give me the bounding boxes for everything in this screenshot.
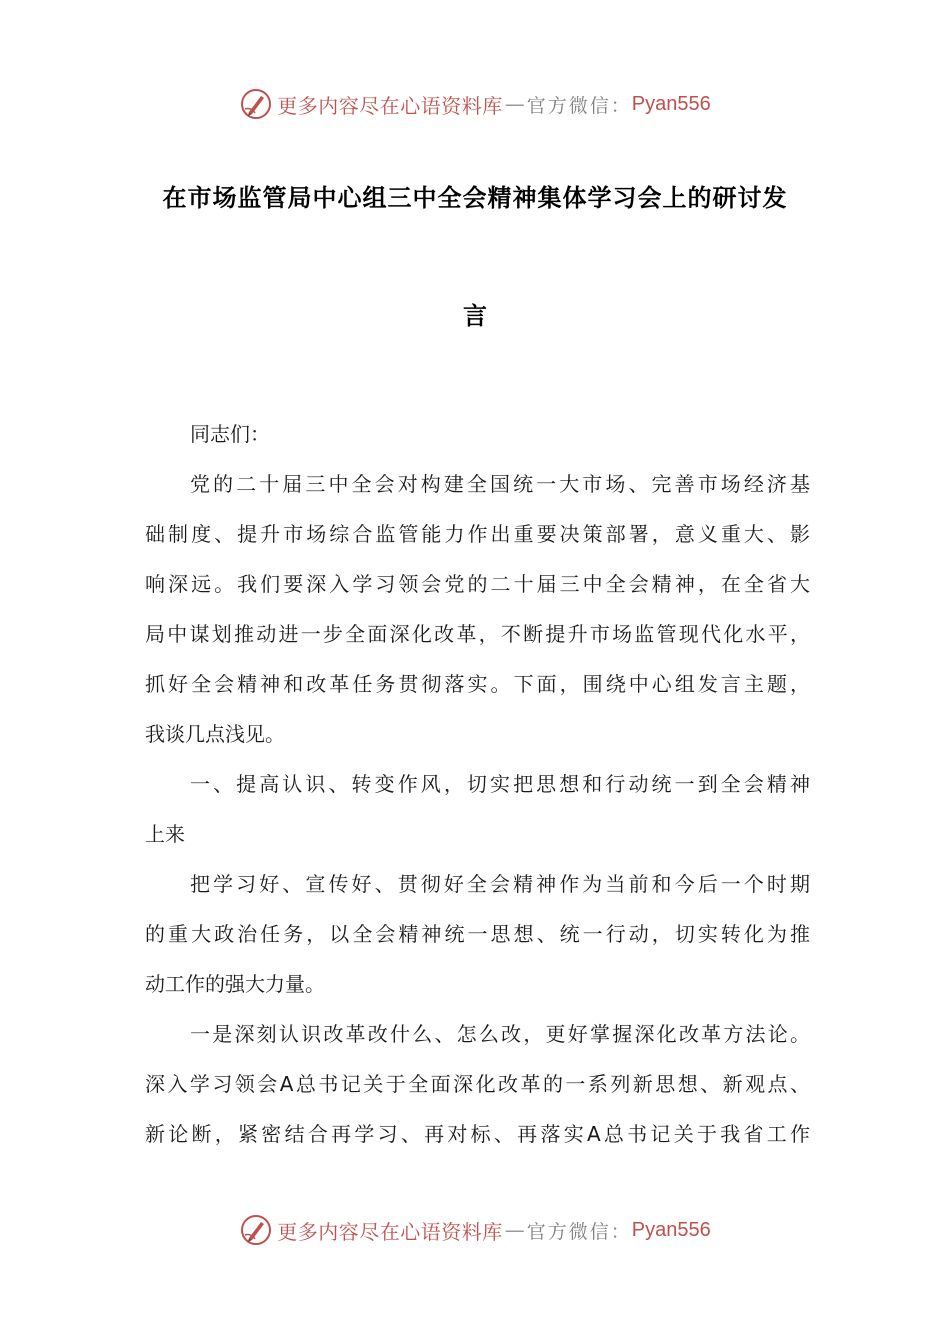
document-title-line-2: 言 bbox=[463, 302, 487, 330]
paragraph-line: 响深远。我们要深入学习领会党的二十届三中全会精神，在全省大 bbox=[145, 572, 810, 596]
banner-wechat-label: 官方微信： bbox=[526, 1220, 632, 1243]
document-title-line-1: 在市场监管局中心组三中全会精神集体学习会上的研讨发 bbox=[162, 184, 788, 212]
banner-wechat-id: Pyan556 bbox=[631, 1218, 711, 1241]
header-banner bbox=[0, 86, 950, 122]
footer-banner bbox=[0, 1212, 950, 1248]
section-heading-line: 一、提高认识、转变作风，切实把思想和行动统一到全会精神 bbox=[190, 772, 810, 796]
paragraph-line: 新论断，紧密结合再学习、再对标、再落实A总书记关于我省工作 bbox=[145, 1122, 810, 1146]
paragraph-line: 把学习好、宣传好、贯彻好全会精神作为当前和今后一个时期 bbox=[190, 872, 810, 896]
paragraph-line: 党的二十届三中全会对构建全国统一大市场、完善市场经济基 bbox=[190, 472, 810, 496]
document-body bbox=[145, 417, 810, 1167]
banner-dash: — bbox=[504, 92, 525, 116]
paragraph-line: 的重大政治任务，以全会精神统一思想、统一行动，切实转化为推 bbox=[145, 922, 810, 946]
banner-main-text: 更多内容尽在心语资料库 bbox=[277, 1219, 503, 1244]
paragraph-line: 一是深刻认识改革改什么、怎么改，更好掌握深化改革方法论。 bbox=[190, 1022, 810, 1046]
banner-wechat-id: Pyan556 bbox=[631, 92, 711, 115]
banner-main-text: 更多内容尽在心语资料库 bbox=[277, 93, 503, 118]
paragraph-line: 深入学习领会A总书记关于全面深化改革的一系列新思想、新观点、 bbox=[145, 1072, 810, 1096]
paragraph-line: 抓好全会精神和改革任务贯彻落实。下面，围绕中心组发言主题， bbox=[145, 672, 810, 696]
banner-dash: — bbox=[504, 1218, 525, 1242]
paragraph-line: 局中谋划推动进一步全面深化改革，不断提升市场监管现代化水平， bbox=[145, 622, 810, 646]
section-heading-line: 上来 bbox=[145, 822, 185, 846]
paragraph-line: 动工作的强大力量。 bbox=[145, 972, 325, 996]
pen-in-circle-icon bbox=[239, 1213, 273, 1247]
pen-in-circle-icon bbox=[239, 87, 273, 121]
paragraph-line: 我谈几点浅见。 bbox=[145, 722, 285, 746]
paragraph-line: 础制度、提升市场综合监管能力作出重要决策部署，意义重大、影 bbox=[145, 522, 810, 546]
banner-wechat-label: 官方微信： bbox=[526, 94, 632, 117]
salutation: 同志们： bbox=[190, 422, 270, 446]
